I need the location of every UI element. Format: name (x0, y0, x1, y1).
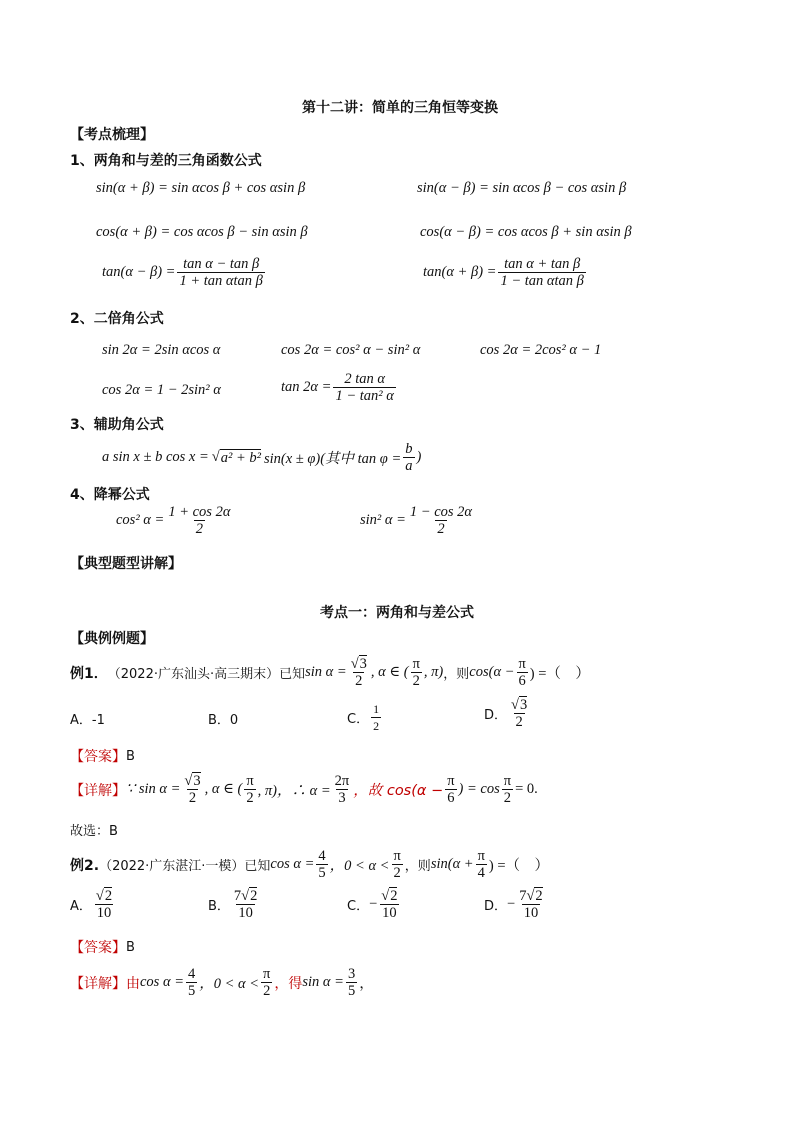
formula-tan-minus (102, 256, 267, 289)
sqrt-icon: √ (184, 773, 193, 789)
detail-fraction-3 (346, 966, 357, 999)
detail-fraction-1 (186, 966, 197, 999)
option-d-num: 3 (519, 697, 528, 713)
detail-d: ，得 (274, 975, 303, 992)
cossq-denominator: 2 (195, 521, 203, 537)
sinsq-numerator: 1 − cos 2α (409, 504, 473, 520)
detail-e: ) = cos (458, 781, 500, 797)
formula-cos-square (116, 504, 234, 537)
sqrt-icon: √ (511, 697, 519, 713)
option-c-fraction (371, 701, 381, 734)
section-heading-2: 2、二倍角公式 (70, 311, 164, 327)
sqrt-icon: √ (381, 888, 390, 904)
tan2-denominator: 1 − tan² α (335, 388, 394, 404)
tan-minus-fraction (177, 256, 264, 289)
answer-value: B (126, 748, 135, 764)
example-2-ask-den: 4 (477, 865, 485, 881)
detail-den-5: 2 (503, 790, 512, 806)
sqrt-icon: √ (526, 888, 535, 904)
example-1-question (70, 656, 590, 689)
aux-fraction (403, 441, 414, 474)
formula-sin-minus: sin(α − β) = sin αcos β − cos αsin β (417, 180, 627, 196)
example-1-source: （2022·广东汕头·高三期末）已知 (107, 667, 306, 682)
detail-den-3: 3 (338, 790, 346, 806)
example-1-ask: ，则 (443, 667, 470, 682)
tan-minus-lhs: tan(α − β) = (102, 264, 176, 280)
example-2-option-b[interactable] (208, 888, 261, 921)
detail-fraction-2 (244, 773, 255, 806)
detail-tag: 【详解】 (70, 975, 126, 992)
option-a-num: 2 (104, 888, 113, 904)
option-d-den: 10 (523, 905, 539, 921)
detail-num-1: 4 (187, 966, 196, 982)
example-2-ask: ，则 (404, 859, 431, 874)
detail-den-2: 2 (246, 790, 254, 806)
cossq-lhs: cos² α = (116, 512, 165, 528)
detail-f: ， (359, 976, 374, 992)
example-2-answer (70, 937, 135, 957)
section-examples: 【典例例题】 (70, 631, 154, 647)
detail-f: = 0. (515, 781, 538, 797)
formula-tan2 (281, 371, 398, 404)
example-1-label: 例1． (70, 665, 108, 682)
detail-b: cos α = (140, 974, 184, 990)
detail-num-3: 3 (347, 966, 356, 982)
example-1-option-b[interactable] (208, 709, 238, 728)
example-2-given-fraction (316, 848, 327, 881)
example-2-range-den: 2 (393, 865, 401, 881)
example-2-option-a[interactable] (70, 888, 116, 921)
example-2-range-a: ，0 < α < (329, 858, 390, 874)
example-2-ask-lhs: sin(α + (430, 856, 474, 872)
detail-num-2: π (246, 773, 254, 789)
detail-den-4: 6 (447, 790, 455, 806)
example-2-option-c[interactable] (347, 888, 401, 921)
example-1-ask-den: 6 (518, 673, 526, 689)
sqrt-icon: √ (211, 449, 220, 465)
aux-root: a² + b² (220, 449, 261, 466)
option-b-text: B．0 (208, 713, 239, 728)
formula-cos-minus: cos(α − β) = cos αcos β + sin αsin β (420, 224, 632, 240)
cossq-fraction (166, 504, 232, 537)
aux-denominator: a (405, 458, 413, 474)
tan-plus-fraction (498, 256, 585, 289)
example-1-option-d[interactable] (484, 697, 531, 730)
section-heading-4: 4、降幂公式 (70, 487, 150, 503)
option-b-label: B． (208, 899, 230, 914)
example-2-question (70, 848, 549, 881)
tan-plus-denominator: 1 − tan αtan β (500, 273, 584, 289)
example-2-detail (70, 966, 374, 999)
detail-tag: 【详解】 (70, 782, 126, 799)
tan-minus-numerator: tan α − tan β (183, 256, 260, 272)
example-1-range-b: , π) (423, 664, 444, 680)
aux-lhs: a sin x ± b cos x = (102, 449, 209, 465)
example-2-label: 例2. (70, 857, 100, 874)
formula-tan-plus (423, 256, 588, 289)
sinsq-denominator: 2 (437, 521, 445, 537)
answer-value: B (126, 939, 135, 955)
formula-cos2-c: cos 2α = 1 − 2sin² α (102, 382, 221, 398)
option-c-den: 2 (373, 719, 380, 733)
tan2-numerator: 2 tan α (344, 371, 385, 387)
detail-num-1: 3 (193, 773, 201, 789)
detail-fraction-2 (261, 966, 272, 999)
sqrt-icon: √ (95, 888, 104, 904)
example-1-range-fraction (411, 656, 422, 689)
detail-b: , α ∈ ( (204, 781, 243, 797)
option-c-num: 2 (390, 888, 398, 904)
option-b-num-pre: 7 (233, 888, 242, 904)
aux-close: ) (416, 449, 422, 465)
tan2-lhs: tan 2α = (281, 379, 332, 395)
option-c-den: 10 (382, 905, 397, 921)
detail-fraction-3 (333, 773, 352, 806)
formula-auxiliary (102, 441, 421, 474)
option-c-fraction (379, 888, 399, 921)
option-c-num: 1 (373, 702, 380, 716)
detail-d: ，故 cos(α − (353, 783, 444, 799)
cossq-numerator: 1 + cos 2α (168, 504, 231, 520)
option-d-label: D． (484, 708, 508, 723)
sinsq-fraction (408, 504, 474, 537)
aux-rest: sin(x ± φ)(其中 tan φ = (263, 451, 402, 467)
example-1-answer (70, 746, 135, 766)
detail-num-5: π (503, 773, 512, 789)
section-point-1: 考点一：两角和与差公式 (320, 605, 474, 621)
formula-cos-plus: cos(α + β) = cos αcos β − sin αsin β (96, 224, 308, 240)
example-1-option-a[interactable] (70, 709, 105, 728)
example-1-range-a: , α ∈ ( (370, 664, 409, 680)
option-d-num-pre: 7 (519, 888, 527, 904)
example-1-choose: 故选：B (70, 824, 118, 839)
page-title: 第十二讲：简单的三角恒等变换 (302, 100, 498, 116)
example-2-given-num: 4 (318, 848, 326, 864)
option-a-fraction (94, 888, 114, 921)
example-2-option-d[interactable] (484, 888, 547, 921)
option-c-label: C． (347, 899, 370, 914)
detail-c: , π)，∴ α = (257, 783, 331, 799)
sqrt-icon: √ (241, 888, 250, 904)
aux-numerator: b (405, 441, 413, 457)
detail-c: ，0 < α < (199, 976, 260, 992)
example-2-given-lhs: cos α = (270, 856, 315, 872)
option-b-fraction (232, 888, 259, 921)
formula-cos2-b: cos 2α = 2cos² α − 1 (480, 342, 602, 358)
detail-num-4: π (447, 773, 455, 789)
detail-a: 由 (126, 975, 140, 992)
example-2-range-fraction (391, 848, 402, 881)
option-d-sign: − (507, 896, 516, 912)
detail-a: ∵ sin α = (126, 781, 181, 797)
detail-fraction-4 (445, 773, 456, 806)
example-1-ask-rhs: ) =（ ） (529, 666, 590, 682)
example-1-range-den: 2 (412, 673, 420, 689)
example-1-given-lhs: sin α = (305, 664, 347, 680)
tan2-fraction (333, 371, 395, 404)
example-1-given-den: 2 (355, 673, 363, 689)
option-d-fraction (509, 697, 529, 730)
answer-tag: 【答案】 (70, 940, 126, 956)
option-a-den: 10 (96, 905, 112, 921)
option-d-den: 2 (515, 714, 523, 730)
tan-minus-denominator: 1 + tan αtan β (179, 273, 263, 289)
detail-e: sin α = (302, 974, 344, 990)
sinsq-lhs: sin² α = (360, 512, 406, 528)
example-2-range-num: π (393, 848, 401, 864)
option-b-den: 10 (238, 905, 253, 921)
tan-plus-lhs: tan(α + β) = (423, 264, 497, 280)
section-kaodian: 【考点梳理】 (70, 127, 154, 143)
example-2-ask-num: π (477, 848, 485, 864)
option-c-label: C． (347, 712, 370, 727)
detail-den-1: 5 (187, 983, 196, 999)
answer-tag: 【答案】 (70, 749, 126, 765)
tan-plus-numerator: tan α + tan β (504, 256, 581, 272)
formula-sin2: sin 2α = 2sin αcos α (102, 342, 221, 358)
example-1-range-num: π (412, 656, 420, 672)
option-d-label: D． (484, 899, 508, 914)
formula-cos2-a: cos 2α = cos² α − sin² α (281, 342, 421, 358)
option-a-text: A．-1 (70, 713, 105, 728)
example-1-ask-fraction (516, 656, 527, 689)
option-d-num: 2 (535, 888, 543, 904)
section-typical: 【典型题型讲解】 (70, 556, 182, 572)
example-1-option-c[interactable] (347, 701, 383, 734)
detail-num-2: π (263, 966, 271, 982)
detail-fraction-1 (182, 773, 202, 806)
option-b-num: 2 (250, 888, 258, 904)
example-1-detail (70, 773, 538, 806)
example-1-given-fraction (349, 656, 369, 689)
example-2-source: （2022·广东湛江·一模）已知 (99, 859, 271, 874)
sqrt-icon: √ (350, 656, 359, 672)
formula-sin-square (360, 504, 476, 537)
section-heading-3: 3、辅助角公式 (70, 417, 164, 433)
option-a-label: A． (70, 899, 92, 914)
example-2-ask-fraction (476, 848, 487, 881)
detail-num-3: 2π (334, 773, 350, 789)
detail-den-3: 5 (347, 983, 356, 999)
detail-den-1: 2 (188, 790, 197, 806)
option-c-sign: − (369, 896, 378, 912)
detail-fraction-5 (502, 773, 513, 806)
detail-den-2: 2 (263, 983, 271, 999)
example-1-given-num: 3 (359, 656, 367, 672)
example-1-ask-num: π (518, 656, 526, 672)
example-2-ask-rhs: ) =（ ） (488, 858, 550, 874)
option-d-fraction (517, 888, 544, 921)
example-2-given-den: 5 (318, 865, 326, 881)
example-1-ask-lhs: cos(α − (469, 664, 515, 680)
formula-sin-plus: sin(α + β) = sin αcos β + cos αsin β (96, 180, 306, 196)
section-heading-1: 1、两角和与差的三角函数公式 (70, 153, 262, 169)
